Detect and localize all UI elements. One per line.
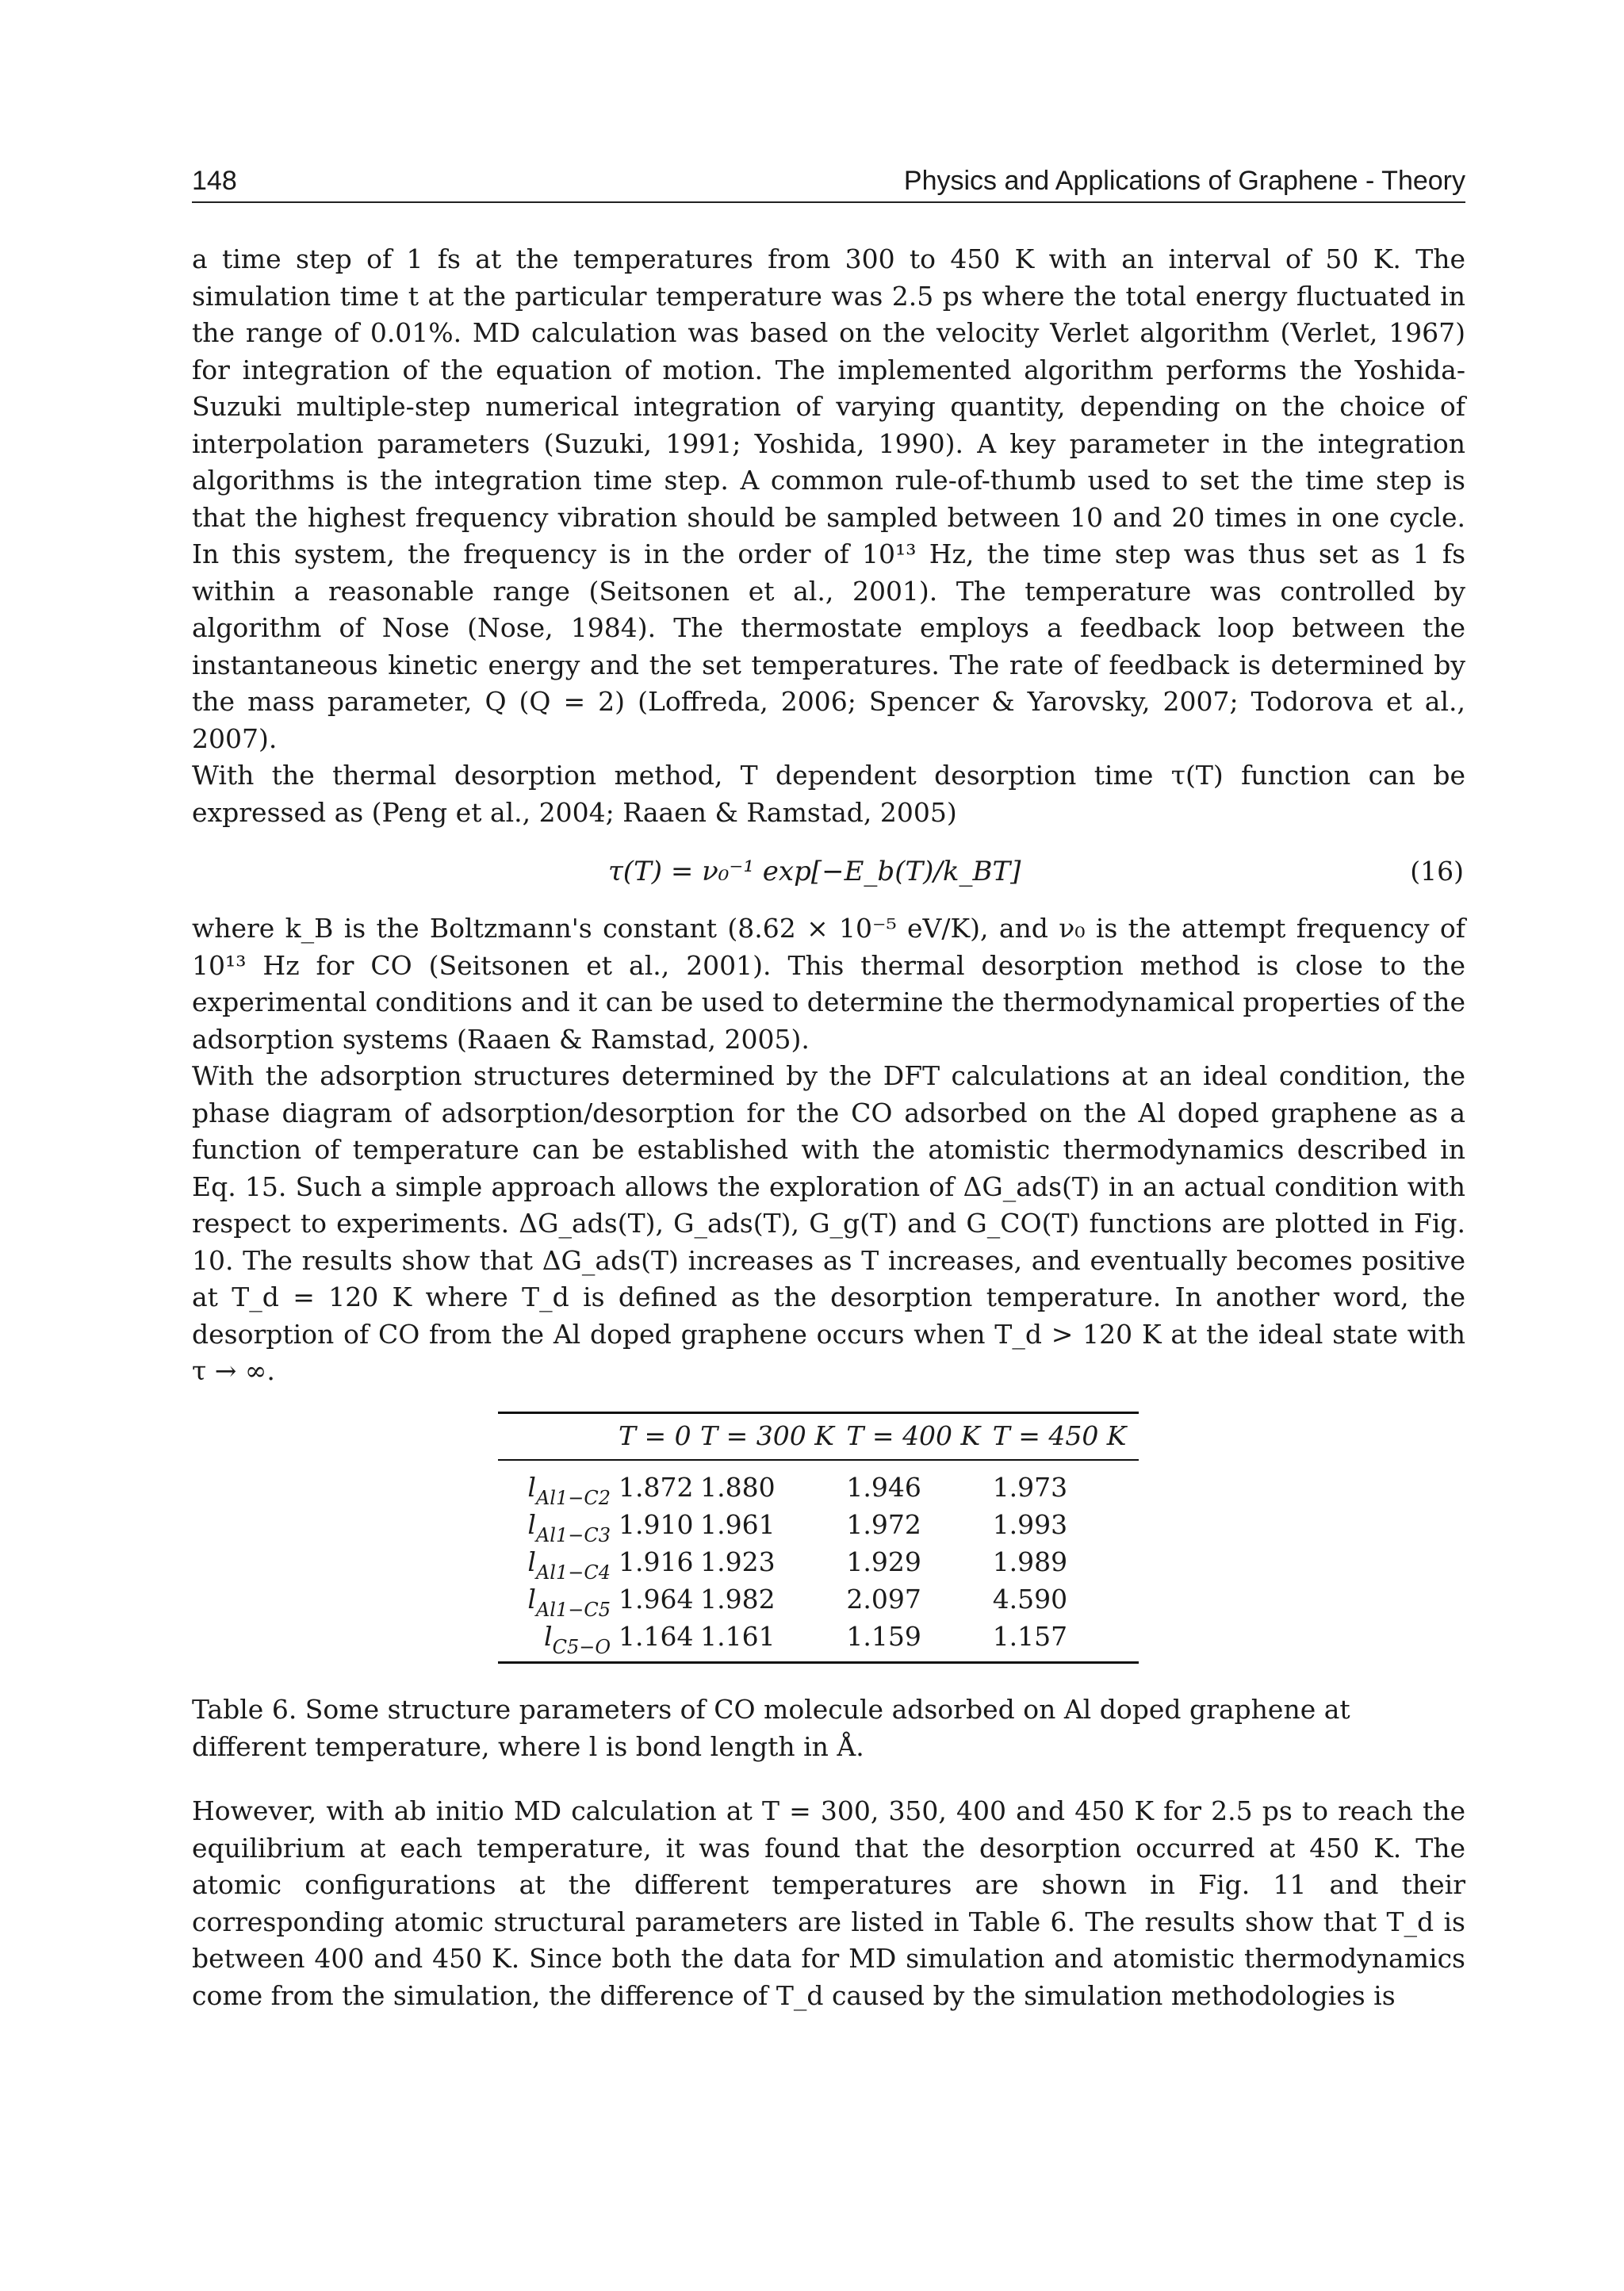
paragraph-3: where k_B is the Boltzmann's constant (8.62 × 10⁻⁵ eV/K), and ν₀ is the attempt frequency of 10¹³ Hz for CO (Seitsonen et al., 2001). This thermal desorption method is close to the experimental conditions and it can be used to determine the thermodynamical properties of the adsorption systems (Raaen & Ramstad, 2005). <box>192 913 1465 1055</box>
table-caption <box>192 1691 1465 1765</box>
page-header <box>192 165 1465 203</box>
table-cell: 2.097 <box>846 1584 921 1615</box>
table-cell: 1.989 <box>992 1546 1068 1577</box>
table-cell: 1.964 <box>619 1584 694 1615</box>
paragraph-5: However, with ab initio MD calculation at T = 300, 350, 400 and 450 K for 2.5 ps to reach the equilibrium at each temperature, it was found that the desorption occurred at 450 K. The atomic configurations at the different temperatures are shown in Fig. 11 and their corresponding atomic structural parameters are listed in Table 6. The results show that T_d is between 400 and 450 K. Since both the data for MD simulation and atomistic thermodynamics come from the simulation, the difference of T_d caused by the simulation methodologies is <box>192 1795 1465 2011</box>
table-row <box>498 1460 1139 1506</box>
table-cell: 1.916 <box>619 1546 694 1577</box>
row-label: $l_{Al1-C5}$ <box>527 1584 611 1621</box>
table-cell: 1.982 <box>700 1584 776 1615</box>
table-header-cell: T = 0 <box>619 1420 691 1451</box>
page-number: 148 <box>192 166 237 196</box>
table-row <box>498 1543 1139 1580</box>
table-row <box>498 1580 1139 1618</box>
table-cell: 1.946 <box>846 1472 921 1503</box>
table-cell: 1.157 <box>992 1621 1068 1652</box>
table-cell: 1.923 <box>700 1546 776 1577</box>
equation-number: (16) <box>1410 856 1464 887</box>
body-text <box>192 241 1465 1390</box>
table-cell: 1.880 <box>700 1472 776 1503</box>
caption-text: Table 6. Some structure parameters of CO molecule adsorbed on Al doped graphene at different temperature, where l is bond length in Å. <box>192 1694 1350 1762</box>
table-row <box>498 1618 1139 1663</box>
paragraph-2: With the thermal desorption method, T dependent desorption time τ(T) function can be expressed as (Peng et al., 2004; Raaen & Ramstad, 2005) <box>192 760 1465 828</box>
row-label: $l_{C5-O}$ <box>544 1621 611 1658</box>
table-cell: 1.872 <box>619 1472 694 1503</box>
table-header-row <box>498 1413 1139 1461</box>
table-header-cell <box>498 1413 619 1461</box>
table-cell: 1.929 <box>846 1546 921 1577</box>
row-label: $l_{Al1-C2}$ <box>527 1472 611 1509</box>
table-cell: 1.161 <box>700 1621 776 1652</box>
table-cell: 1.159 <box>846 1621 921 1652</box>
body-text-continued <box>192 1793 1465 2014</box>
table-cell: 1.972 <box>846 1509 921 1540</box>
bond-length-table <box>498 1412 1139 1664</box>
table-6 <box>498 1412 1139 1664</box>
running-title: Physics and Applications of Graphene - Theory <box>903 166 1465 196</box>
row-label: $l_{Al1-C3}$ <box>527 1509 611 1546</box>
equation-16 <box>192 842 1465 901</box>
table-cell: 1.164 <box>619 1621 694 1652</box>
table-cell: 1.961 <box>700 1509 776 1540</box>
table-header-cell: T = 300 K <box>700 1420 834 1451</box>
table-header-cell: T = 400 K <box>846 1420 981 1451</box>
table-cell: 1.910 <box>619 1509 694 1540</box>
equation-formula: τ(T) = ν₀⁻¹ exp[−E_b(T)/k_BT] <box>608 856 1021 887</box>
table-cell: 1.993 <box>992 1509 1068 1540</box>
table-row <box>498 1506 1139 1543</box>
paragraph-1: a time step of 1 fs at the temperatures from 300 to 450 K with an interval of 50 K. The simulation time t at the particular temperature was 2.5 ps where the total energy fluctuated in the range of 0.01%. MD calculation was based on the velocity Verlet algorithm (Verlet, 1967) for integration of the equation of motion. The implemented algorithm performs the Yoshida-Suzuki multiple-step numerical integration of varying quantity, depending on the choice of interpolation parameters (Suzuki, 1991; Yoshida, 1990). A key parameter in the integration algorithms is the integration time step. A common rule-of-thumb used to set the time step is that the highest frequency vibration should be sampled between 10 and 20 times in one cycle. In this system, the frequency is in the order of 10¹³ Hz, the time step was thus set as 1 fs within a reasonable range (Seitsonen et al., 2001). The temperature was controlled by algorithm of Nose (Nose, 1984). The thermostate employs a feedback loop between the instantaneous kinetic energy and the set temperatures. The rate of feedback is determined by the mass parameter, Q (Q = 2) (Loffreda, 2006; Spencer & Yarovsky, 2007; Todorova et al., 2007). <box>192 243 1465 754</box>
row-label: $l_{Al1-C4}$ <box>527 1546 611 1584</box>
table-cell: 4.590 <box>992 1584 1068 1615</box>
paragraph-4: With the adsorption structures determined by the DFT calculations at an ideal condition, the phase diagram of adsorption/desorption for the CO adsorbed on the Al doped graphene as a function of temperature can be established with the atomistic thermodynamics described in Eq. 15. Such a simple approach allows the exploration of ΔG_ads(T) in an actual condition with respect to experiments. ΔG_ads(T), G_ads(T), G_g(T) and G_CO(T) functions are plotted in Fig. 10. The results show that ΔG_ads(T) increases as T increases, and eventually becomes positive at T_d = 120 K where T_d is defined as the desorption temperature. In another word, the desorption of CO from the Al doped graphene occurs when T_d > 120 K at the ideal state with τ → ∞. <box>192 1060 1465 1386</box>
table-cell: 1.973 <box>992 1472 1068 1503</box>
table-header-cell: T = 450 K <box>992 1420 1127 1451</box>
